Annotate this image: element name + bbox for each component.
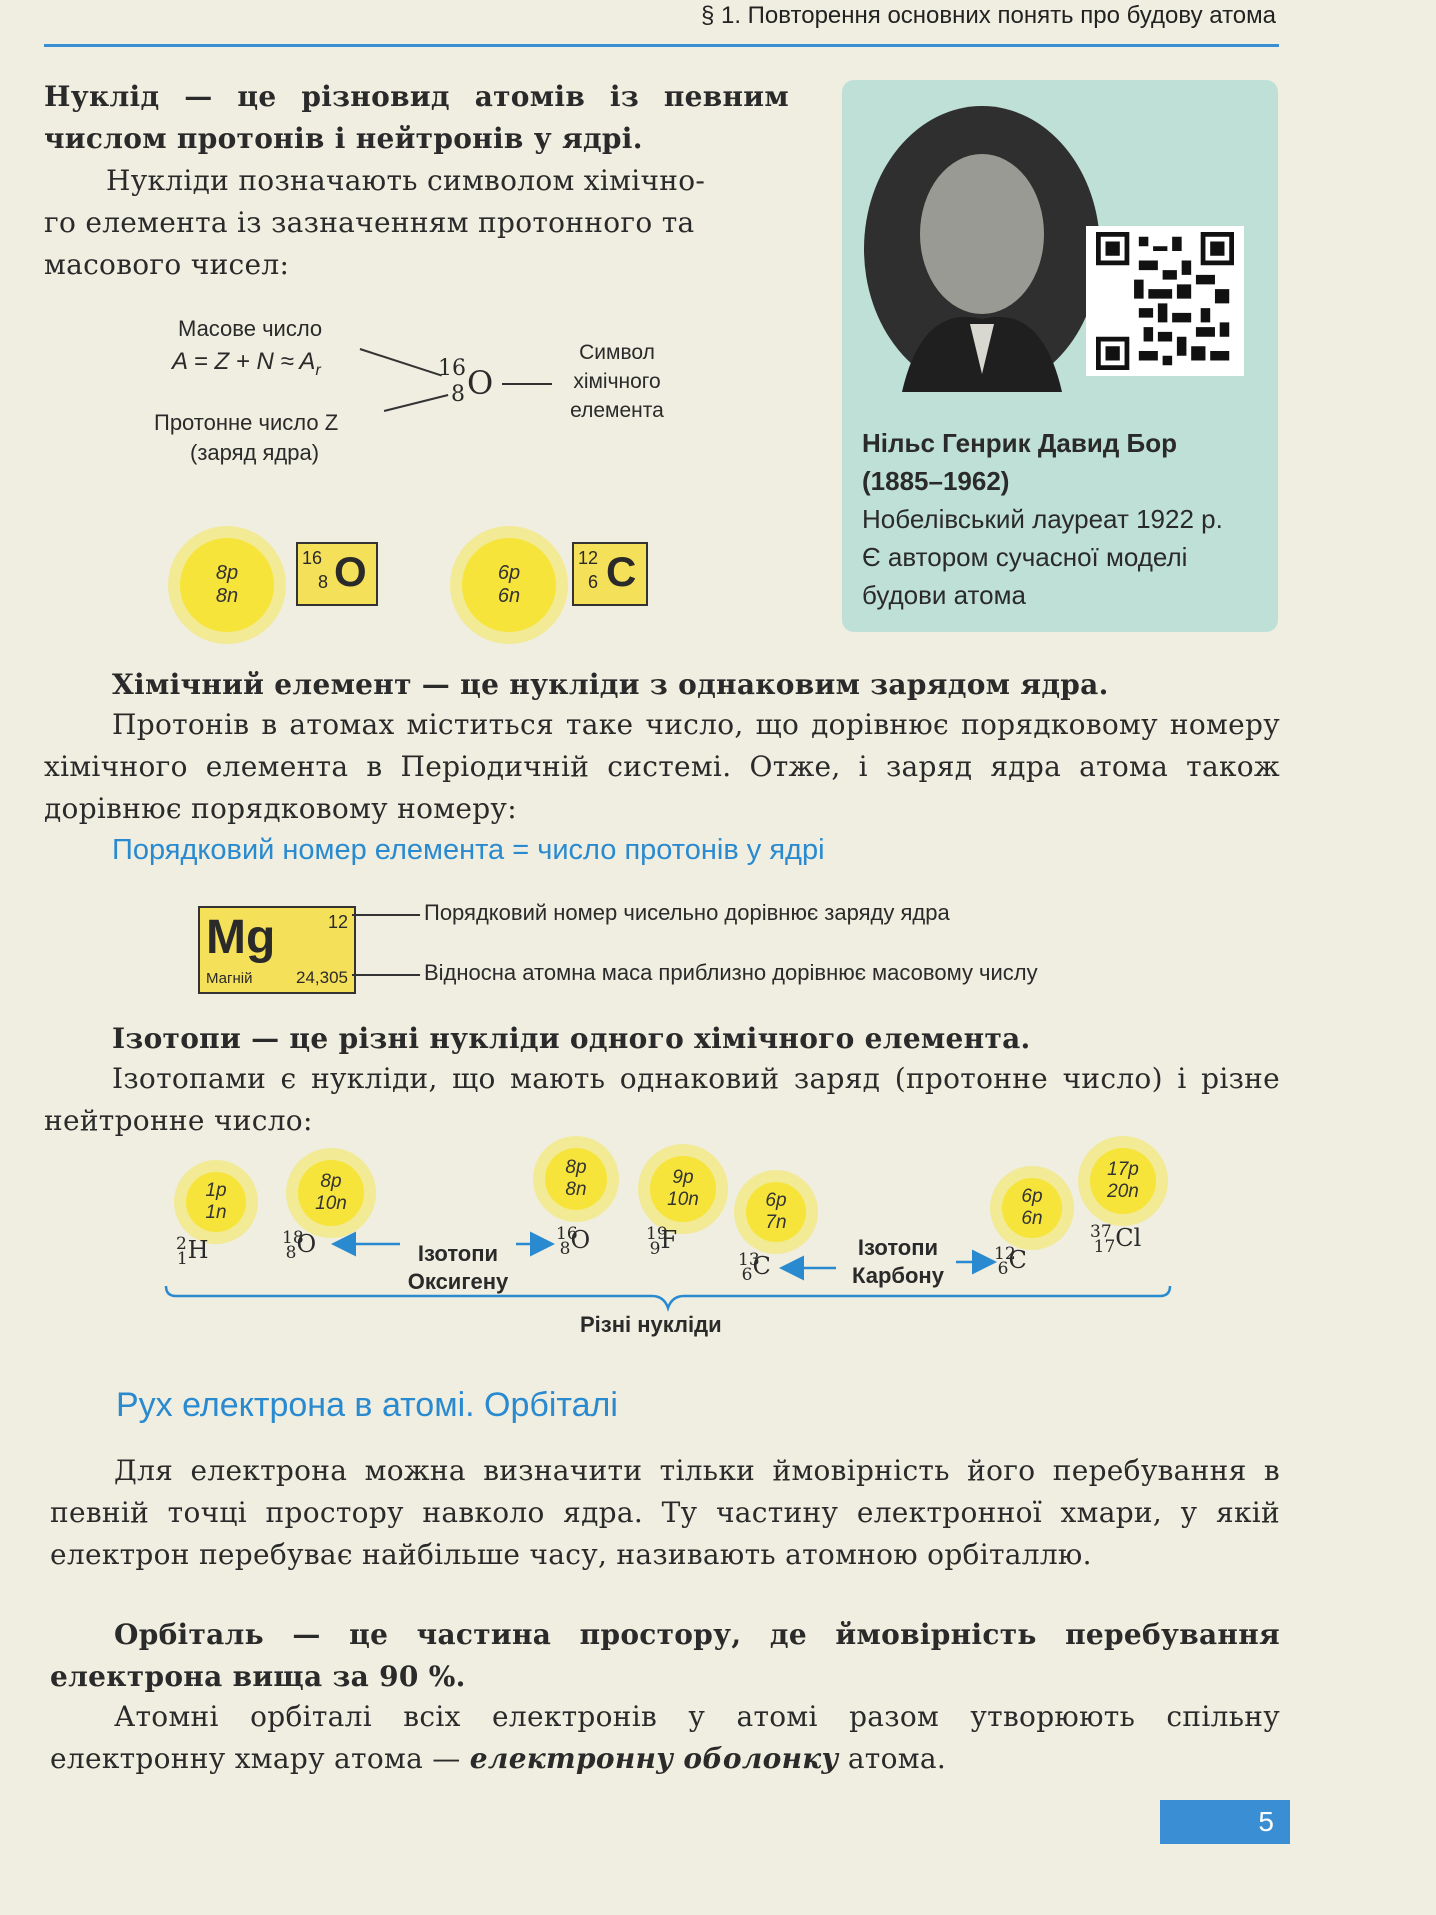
bohr-years: (1885–1962) (862, 466, 1010, 496)
nuclide-o18: $^{18}_8$O (282, 1228, 317, 1263)
proton-number-label: Протонне число Z (154, 410, 339, 435)
o16-symbol: O (334, 548, 367, 595)
mass-number: 16 (438, 356, 466, 381)
nuclide-text-line3: масового чисел: (44, 248, 290, 281)
mg-symbol: Mg (206, 911, 276, 964)
nuclide-c12-iso: $^{12}_6$C (994, 1244, 1027, 1279)
mg-number-label: Порядковий номер чисельно дорівнює заряду ядра (424, 900, 950, 925)
nuclide-symbol: O (467, 364, 494, 402)
nuclide-cl37: $^{37}_{17}$Cl (1090, 1222, 1142, 1257)
carbon-isotopes-label: Ізотопи Карбону (852, 1235, 944, 1288)
symbol-label: Символ хімічного елемента (570, 341, 664, 422)
isotope-text: Ізотопами є нукліди, що мають однаковий заряд (протонне число) і різне нейтронне число: (44, 1062, 1280, 1137)
section-title: Рух електрона в атомі. Орбіталі (116, 1386, 618, 1424)
bohr-line2: Є автором сучасної моделі (862, 542, 1188, 572)
bohr-name: Нільс Генрик Давид Бор (862, 428, 1177, 458)
proton-number-label-2: (заряд ядра) (190, 440, 320, 465)
mg-mass-label: Відносна атомна маса приблизно дорівнює масовому числу (424, 960, 1038, 985)
highlight-rule: Порядковий номер елемента = число протонів у ядрі (112, 834, 825, 866)
c12-symbol: C (606, 548, 637, 595)
nuclide-h2: $^2_1$H (176, 1234, 209, 1269)
c12-z: 6 (588, 572, 599, 592)
section-header: § 1. Повторення основних понять про будову атома (700, 2, 1276, 29)
proton-number: 8 (451, 382, 465, 407)
element-text: Протонів в атомах міститься таке число, що дорівнює порядковому номеру хімічного елемента в Періодичній системі. Отже, і заряд ядра атома також дорівнює порядковому номеру: (44, 708, 1280, 825)
orbital-text: Для електрона можна визначити тільки ймовірність його перебування в певній точці простору навколо ядра. Ту частину електронної хмари, у якій електрон перебуває найбільше часу, називають атомною орбіталлю. (50, 1454, 1280, 1571)
bohr-line1: Нобелівський лауреат 1922 р. (862, 504, 1223, 534)
isotope-definition: Ізотопи — це різні нукліди одного хімічного елемента. (112, 1022, 1031, 1055)
nuclide-c13: $^{13}_6$C (738, 1250, 771, 1285)
nucleus-o18: 8p 10n (298, 1160, 364, 1226)
mg-name: Магній (206, 970, 253, 987)
o16-mass: 16 (302, 548, 323, 568)
element-definition: Хімічний елемент — це нукліди з однаковим зарядом ядра. (112, 668, 1109, 701)
nucleus-c12: 6p 6n (462, 538, 556, 632)
o16-z: 8 (318, 572, 329, 592)
nuclide-o16-iso: $^{16}_8$O (556, 1224, 591, 1259)
different-nuclides-label: Різні нукліди (580, 1312, 722, 1337)
oxygen-isotopes-label: Ізотопи Оксигену (407, 1241, 509, 1294)
nucleus-f19: 9p 10n (650, 1156, 716, 1222)
page-number: 5 (1160, 1800, 1290, 1844)
nucleus-h2: 1p 1n (186, 1172, 246, 1232)
nucleus-o16: 8p 8n (180, 538, 274, 632)
nuclide-f19: $^{19}_9$F (646, 1224, 678, 1259)
nucleus-o16-iso: 8p 8n (545, 1148, 607, 1210)
nucleus-c13: 6p 7n (746, 1182, 806, 1242)
nucleus-cl37: 17p 20n (1090, 1148, 1156, 1214)
mass-number-label: Масове число (178, 316, 323, 341)
nuclide-definition: Нуклід — це різновид атомів із певним числом протонів і нейтронів у ядрі. (44, 80, 789, 155)
mg-mass: 24,305 (296, 968, 348, 987)
orbital-definition: Орбіталь — це частина простору, де ймовірність перебування електрона вища за 90 %. (50, 1618, 1280, 1693)
nucleus-c12-iso: 6p 6n (1002, 1178, 1062, 1238)
electron-shell-text: Атомні орбіталі всіх електронів у атомі разом утворюють спільну електронну хмару атома — електронну оболонку атома. (50, 1700, 1280, 1775)
nuclide-text-line2: го елемента із зазначенням протонного та (44, 206, 695, 239)
nuclide-text-line1: Нукліди позначають символом хімічно- (106, 164, 706, 197)
mass-formula: $A = Z + N \approx A_r$ (172, 348, 321, 379)
c12-mass: 12 (578, 548, 599, 568)
mg-number: 12 (327, 912, 348, 932)
bohr-line3: будови атома (862, 580, 1026, 610)
